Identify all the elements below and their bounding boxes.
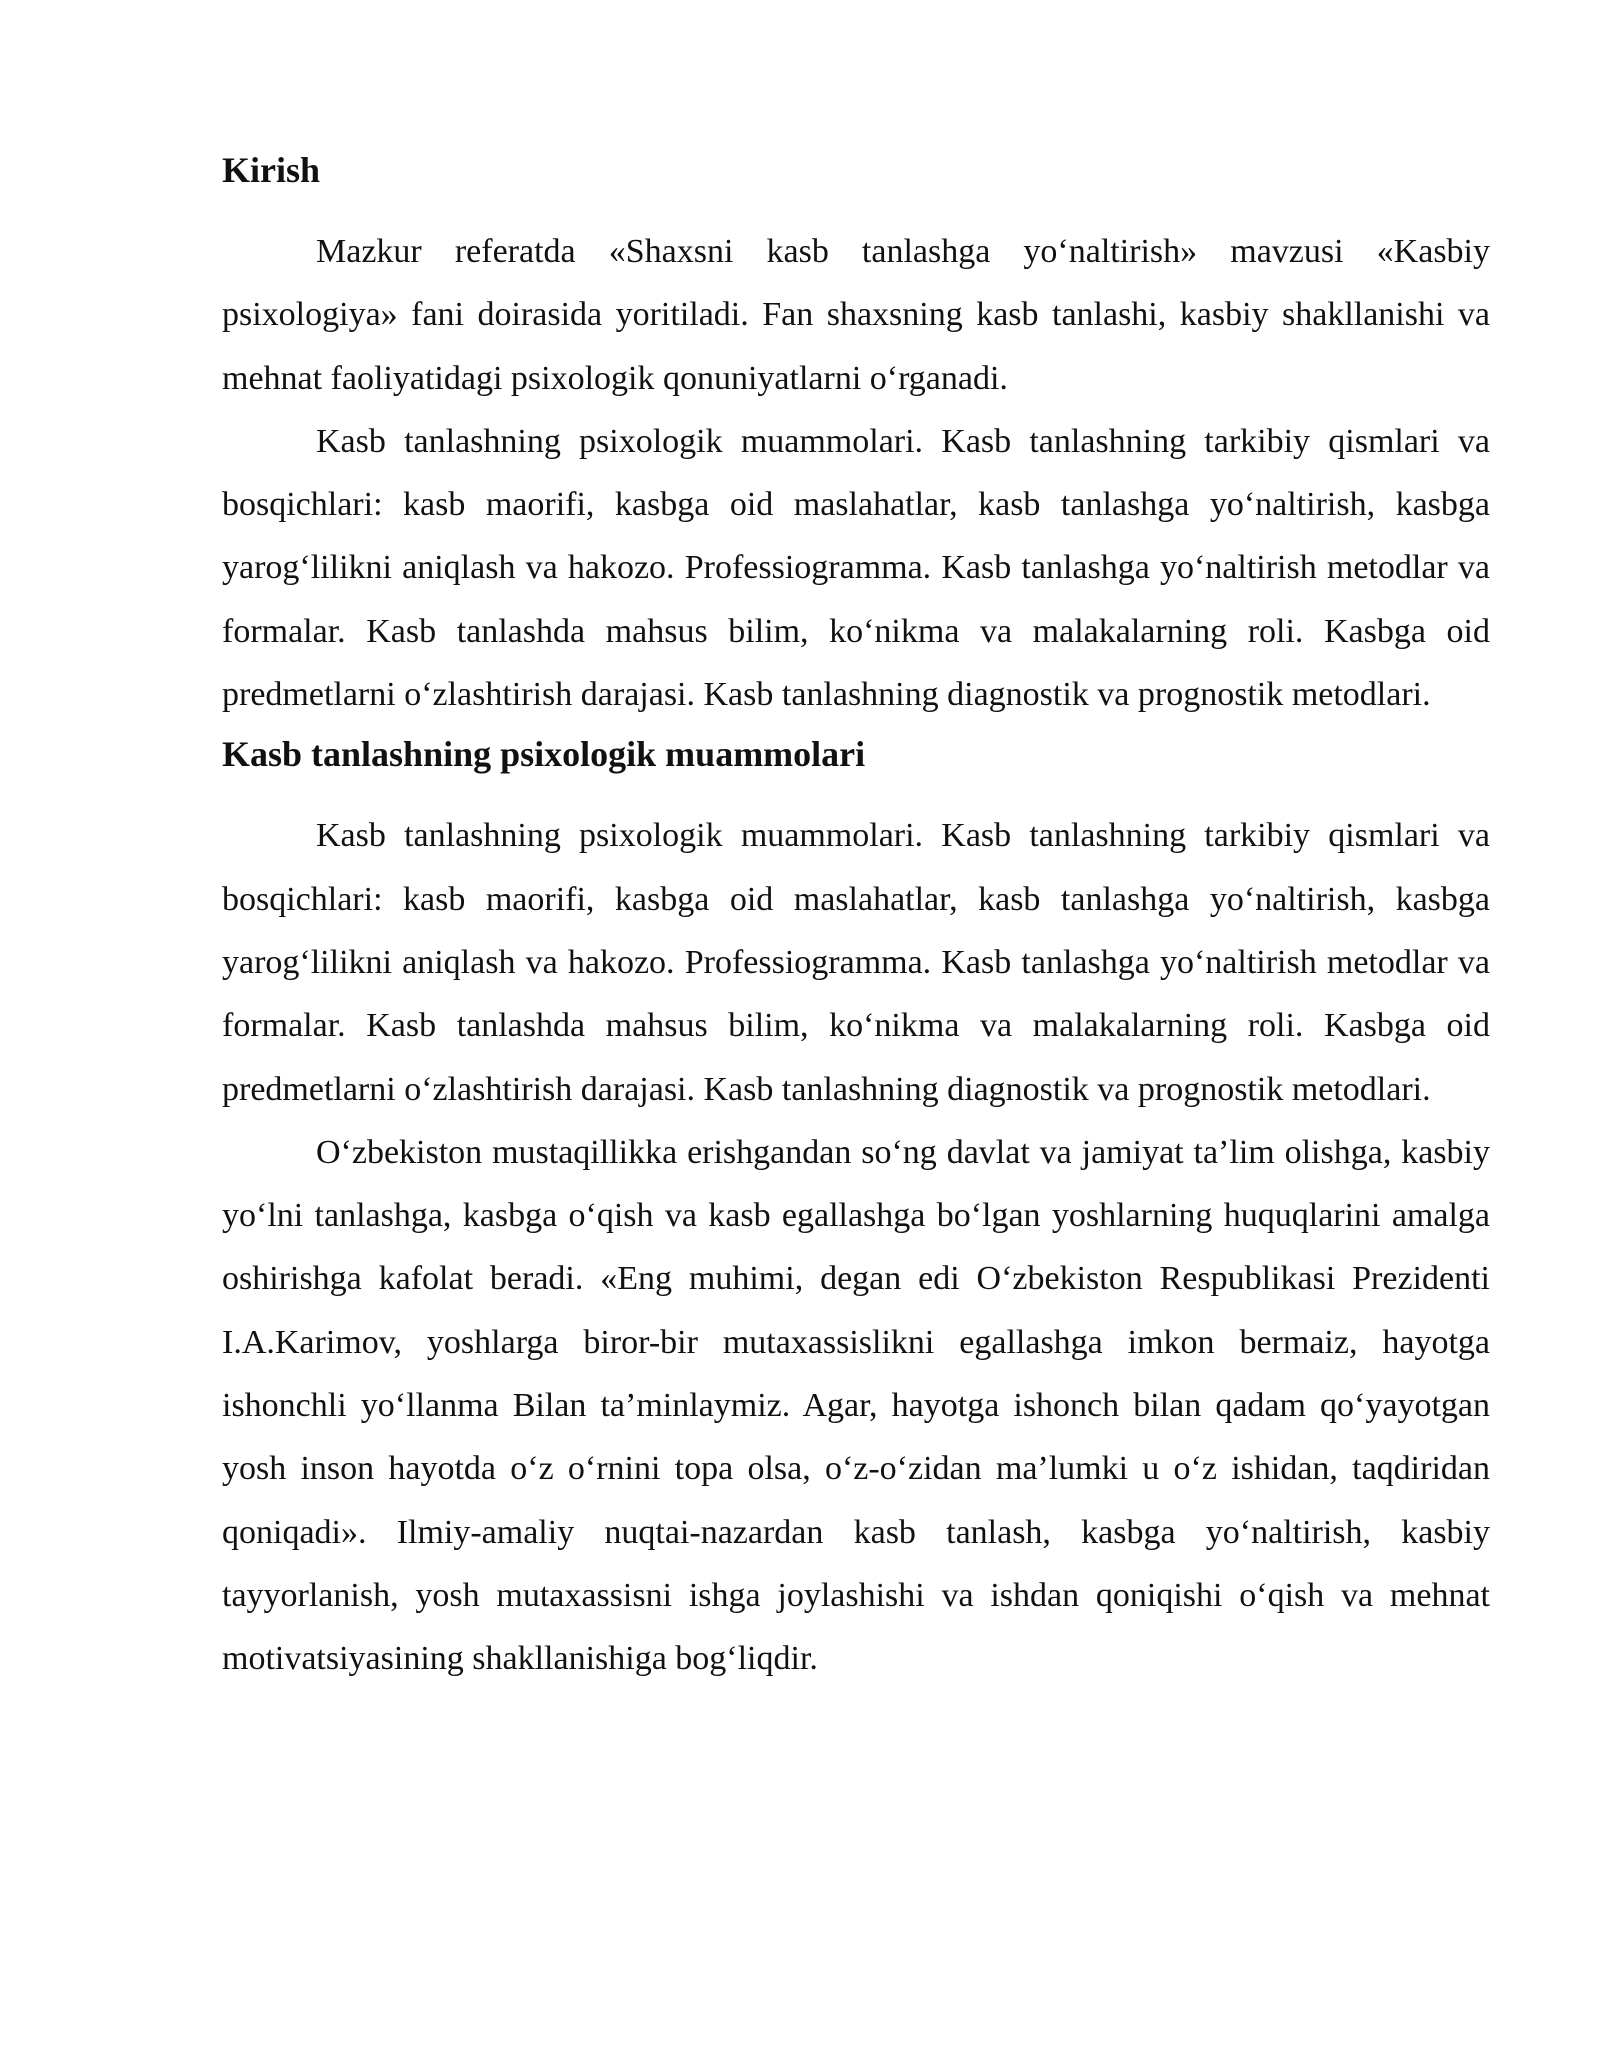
document-page bbox=[222, 148, 1490, 1691]
intro-paragraph-2: Kasb tanlashning psixologik muammolari. Kasb tanlashning tarkibiy qismlari va bosqichlari: kasb maorifi, kasbga oid maslahatlar, kasb tanlashga yo‘naltirish, kasbga yarog‘lilikni aniqlash va hakozo. Professiogramma. Kasb tanlashga yo‘naltirish metodlar va formalar. Kasb tanlashda mahsus bilim, ko‘nikma va malakalarning roli. Kasbga oid predmetlarni o‘zlashtirish darajasi. Kasb tanlashning diagnostik va prognostik metodlari. bbox=[222, 422, 1490, 714]
section-paragraph-1: Kasb tanlashning psixologik muammolari. Kasb tanlashning tarkibiy qismlari va bosqichlari: kasb maorifi, kasbga oid maslahatlar, kasb tanlashga yo‘naltirish, kasbga yarog‘lilikni aniqlash va hakozo. Professiogramma. Kasb tanlashga yo‘naltirish metodlar va formalar. Kasb tanlashda mahsus bilim, ko‘nikma va malakalarning roli. Kasbga oid predmetlarni o‘zlashtirish darajasi. Kasb tanlashning diagnostik va prognostik metodlari. bbox=[222, 817, 1490, 1108]
section-heading-intro: Kirish bbox=[222, 150, 321, 190]
section-heading-problems: Kasb tanlashning psixologik muammolari bbox=[222, 734, 866, 775]
section-paragraph-2: O‘zbekiston mustaqillikka erishgandan so‘ng davlat va jamiyat ta’lim olishga, kasbiy yo‘lni tanlashga, kasbga o‘qish va kasb egallashga bo‘lgan yoshlarning huquqlarini amalga oshirishga kafolat beradi. «Eng muhimi, degan edi O‘zbekiston Respublikasi Prezidenti I.A.Karimov, yoshlarga biror-bir mutaxassislikni egallashga imkon bermaiz, hayotga ishonchli yo‘llanma Bilan ta’minlaymiz. Agar, hayotga ishonch bilan qadam qo‘yayotgan yosh inson hayotda o‘z o‘rnini topa olsa, o‘z-o‘zidan ma’lumki u o‘z ishidan, taqdiridan qoniqadi». Ilmiy-amaliy nuqtai-nazardan kasb tanlash, kasbga yo‘naltirish, kasbiy tayyorlanish, yosh mutaxassisni ishga joylashishi va ishdan qoniqishi o‘qish va mehnat motivatsiyasining shakllanishiga bog‘liqdir. bbox=[222, 1133, 1490, 1678]
intro-paragraph-1: Mazkur referatda «Shaxsni kasb tanlashga yo‘naltirish» mavzusi «Kasbiy psixologiya» fani doirasida yoritiladi. Fan shaxsning kasb tanlashi, kasbiy shakllanishi va mehnat faoliyatidagi psixologik qonuniyatlarni o‘rganadi. bbox=[222, 233, 1490, 397]
